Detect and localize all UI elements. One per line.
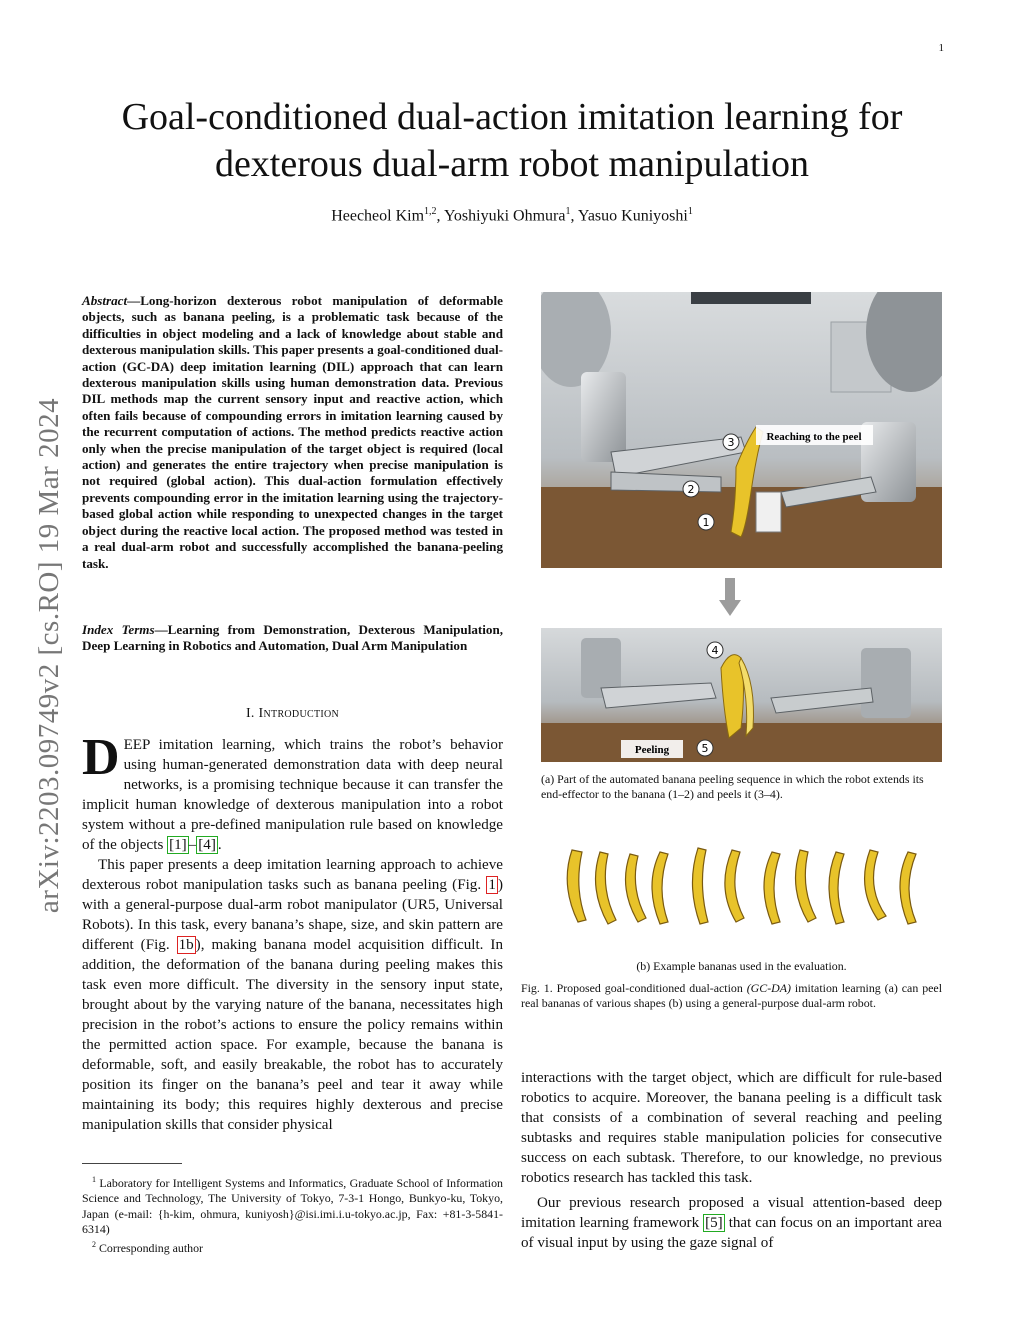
citation-link[interactable]: [5] [705,1215,723,1231]
author-name: Yasuo Kuniyoshi [577,207,688,225]
section-number: I. [245,706,255,721]
caption-italic: (GC-DA) [746,981,791,995]
abstract [82,293,503,572]
bananas-photo [560,840,940,930]
step-marker: 3 [727,436,735,449]
abstract-text: —Long-horizon dexterous robot manipulation of deformable objects, such as banana peeling, is a problematic task because of the difficulties in object modeling and a lack of knowledge about stable and dexterous manipulation skills. This paper presents a goal-conditioned dual-action (GC-DA) deep imitation learning (DIL) approach that can learn dexterous manipulation skills using human demonstration data. Previous DIL methods map the current sensory input and reactive action, which often fails because of compounding errors in imitation learning caused by the recurrent computation of actions. The method predicts reactive action only when the precise manipulation of the target object is required (local action) and generates the entire trajectory when precise manipulation is not required (global action). This dual-action formulation effectively prevents compounding error in the imitation learning using the trajectory-based global action while responding to unexpected changes in the target object during the reactive local action. The proposed method was tested in a real dual-arm robot and successfully accomplished the banana-peeling task. [82,293,503,571]
author-line: Heecheol Kim$^{1,2}$, Yoshiyuki Ohmura$^1$, Yasuo Kuniyoshi$^1$ [331,206,693,225]
author-affiliation: 1 [687,206,693,217]
footnote-mark: 1 [92,1175,96,1184]
peeling-label: Peeling [634,744,670,756]
paragraph-text: ), making banana model acquisition difficult. In addition, the deformation of the banana during peeling makes this task even more difficult. The diversity in the sensory input state, brought about by the varying nature of the banana, necessitates high precision in the robot’s actions to ensure the policy remains within the permitted action space. For example, because the banana is deformable, soft, and easily breakable, the robot has to accurately position its finger on the banana’s peel and tear it away while maintaining its body; this requires highly dexterous and precise manipulation skills that consider physical [82,937,503,1133]
down-arrow-icon [719,578,741,623]
subcaption-b: (b) Example bananas used in the evaluation. [636,959,847,973]
section-title: Introduction [258,706,340,721]
footnote-2 [82,1237,503,1256]
subcaption-a: (a) Part of the automated banana peeling sequence in which the robot extends its end-effector to the banana (1–2) and peels it (3–4). [541,772,924,802]
robot-reaching-photo [541,292,942,568]
intro-paragraph [82,855,503,1135]
step-marker: 4 [711,644,719,657]
author-affiliation: 1 [565,206,571,217]
arxiv-id: arXiv:2203.09749v2 [cs.RO] 19 Mar 2024 [33,397,66,913]
citation-link[interactable]: [4] [198,837,216,853]
footnote-1 [82,1172,503,1237]
robot-scene-illustration [541,292,942,568]
paragraph-text: This paper presents a deep imitation learning approach to achieve dexterous robot manipulation tasks such as banana peeling (Fig. [82,857,503,893]
index-terms-text: —Learning from Demonstration, Dexterous Manipulation, Deep Learning in Robotics and Automation, Dual Arm Manipulation [82,622,503,654]
index-terms-lead: Index Terms [82,622,155,637]
paragraph-text: EEP imitation learning, which trains the robot’s behavior using human-generated demonstration data with deep neural networks, is a promising technique because it can transfer the implicit human knowledge of dexterous manipulation into a robot system without a pre-defined manipulation rule based on knowledge of the objects [82,737,503,853]
abstract-lead: Abstract [82,293,128,308]
reaching-label: Reaching to the peel [766,431,862,443]
step-marker: 5 [701,742,709,755]
arxiv-stamp [30,350,70,960]
section-heading [82,706,503,722]
step-marker: 2 [687,483,695,496]
citation-link[interactable]: [1] [169,837,187,853]
author-affiliation: 1,2 [424,206,437,217]
dash: – [188,837,197,853]
footnotes [82,1172,503,1256]
paragraph-text: ) with a general-purpose dual-arm robot manipulator (UR5, Universal Robots). In this task, every banana’s shape, size, and skin pattern are different (Fig. [82,877,503,953]
step-marker: 1 [702,516,710,529]
index-terms [82,622,503,655]
paper-title: Goal-conditioned dual-action imitation learning for dexterous dual-arm robot manipulation [121,96,903,185]
figure-link[interactable]: 1b [178,937,194,953]
page-number: 1 [938,42,944,54]
body-paragraph: interactions with the target object, which are difficult for rule-based robotics to acquire. Moreover, the banana peeling is a difficult task that consists of a combination of several reaching and peeling subtasks and requires stable manipulation policies for consecutive success on each subtask. Therefore, to our knowledge, no previous robotics research has tackled this task. [521,1070,942,1186]
right-column-body [521,1068,942,1253]
footnote-mark: 2 [92,1240,96,1250]
intro-body [82,729,503,1135]
author-name: Heecheol Kim [331,207,425,225]
author-name: Yoshiyuki Ohmura [443,207,566,225]
footnote-divider [82,1163,182,1164]
robot-peeling-photo [541,628,942,762]
caption-text: Proposed goal-conditioned dual-action [552,981,747,995]
drop-cap: D [82,729,120,786]
caption-lead: Fig. 1. [521,981,553,995]
footnote-text: Corresponding author [98,1241,204,1256]
figure-caption [521,981,942,1012]
intro-paragraph [82,729,503,855]
banana-row-illustration [560,840,940,930]
footnote-text: Laboratory for Intelligent Systems and Informatics, Graduate School of Information Science and Technology, The University of Tokyo, 7-3-1 Hongo, Bunkyo-ku, Tokyo, Japan (e-mail: {h-kim, ohmura, kuniyosh}@isi.imi.i.u-tokyo.ac.jp, Fax: +81-3-5841-6314) [82,1175,503,1236]
paragraph-text: Our previous research proposed a visual attention-based deep imitation learning framework [521,1195,942,1231]
caption-text: imitation learning (a) can peel real bananas of various shapes (b) using a general-purpose dual-arm robot. [521,981,942,1011]
period: . [217,837,222,853]
body-paragraph [521,1193,942,1253]
figure-link[interactable]: 1 [488,877,496,893]
peeling-scene-illustration [541,628,942,762]
paragraph-text: that can focus on an important area of visual input by using the gaze signal of [521,1215,942,1251]
